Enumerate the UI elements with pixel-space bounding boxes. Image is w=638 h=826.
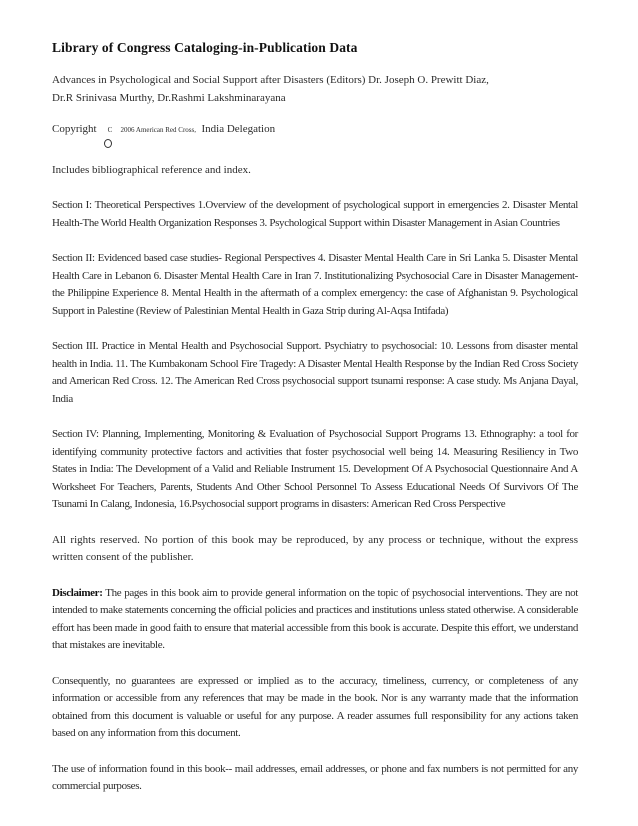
includes-paragraph: Includes bibliographical reference and index. [52,163,251,176]
consequently-paragraph: Consequently, no guarantees are expressed or implied as to the accuracy, timeliness, currency, or completeness of any information or accessible from any references that may be made in the book. Nor is any warranty made that the information obtained from this document is valuable or useful for any purpose. A reader assumes full responsibility for any actions taken based on any information from this document. [52,674,578,739]
disclaimer-paragraph [52,585,578,655]
section-3-paragraph: Section III. Practice in Mental Health and Psychosocial Support. Psychiatry to psychosocial: 10. Lessons from disaster mental health in India. 11. The Kumbakonam School Fire Tragedy: A Disaster Mental Health Response by the Indian Red Cross Society and American Red Cross. 12. The American Red Cross psychosocial support tsunami response: A case study. Ms Anjana Dayal, India [52,340,578,405]
section-4-paragraph: Section IV: Planning, Implementing, Monitoring & Evaluation of Psychosocial Support Programs 13. Ethnography: a tool for identifying community protective factors and activities that foster psychosocial well being 14. Measuring Resiliency in Two States in India: The Development of a Valid and Reliable Instrument 15. Development Of A Psychosocial Questionnaire And A Worksheet For Teachers, Parents, Students And Other School Personnel To Assess Educational Needs Of Survivors Of The Tsunami In Calang, Indonesia, 16.Psychosocial support programs in disasters: American Red Cross Perspective [52,428,578,510]
disclaimer-text: The pages in this book aim to provide general information on the topic of psychosocial interventions. They are not intended to make statements concerning the official policies and practices and institutions unless stated otherwise. A considerable effort has been made in good faith to ensure that material accessible from this book is accurate. Despite this effort, we understand that mistakes are inevitable. [52,586,578,651]
disclaimer-label: Disclaimer: [52,586,103,599]
editors-line-1: Advances in Psychological and Social Support after Disasters (Editors) Dr. Joseph O. Prewitt Diaz, [52,74,489,86]
page-title: Library of Congress Cataloging-in-Publication Data [52,40,358,55]
copyright-year-org: 2006 American Red Cross, [120,126,196,134]
rights-paragraph: All rights reserved. No portion of this book may be reproduced, by any process or technique, without the express written consent of the publisher. [52,533,578,563]
circle-mark-icon [104,139,112,148]
editors-line-2: Dr.R Srinivasa Murthy, Dr.Rashmi Lakshminarayana [52,91,286,104]
use-info-paragraph: The use of information found in this book-- mail addresses, email addresses, or phone and fax numbers is not permitted for any commercial purposes. [52,762,578,792]
copyright-line [52,121,578,140]
copyright-c: C [107,126,113,134]
document-page [52,40,578,796]
copyright-label: Copyright [52,123,97,135]
section-2-paragraph: Section II: Evidenced based case studies- Regional Perspectives 4. Disaster Mental Health Care in Sri Lanka 5. Disaster Mental Health Care in Lebanon 6. Disaster Mental Health Care in Iran 7. Institutionalizing Psychosocial Care in Disaster Management- the Philippine Experience 8. Mental Health in the aftermath of a complex emergency: the case of Afghanistan 9. Psychological Support in Palestine (Review of Palestinian Mental Health in Gaza Strip during Al-Aqsa Intifada) [52,252,578,317]
section-1-paragraph: Section I: Theoretical Perspectives 1.Overview of the development of psychological support in emergencies 2. Disaster Mental Health-The World Health Organization Responses 3. Psychological Support within Disaster Management in Asian Countries [52,199,578,229]
copyright-delegation: India Delegation [201,123,276,135]
editors-paragraph [52,72,578,107]
